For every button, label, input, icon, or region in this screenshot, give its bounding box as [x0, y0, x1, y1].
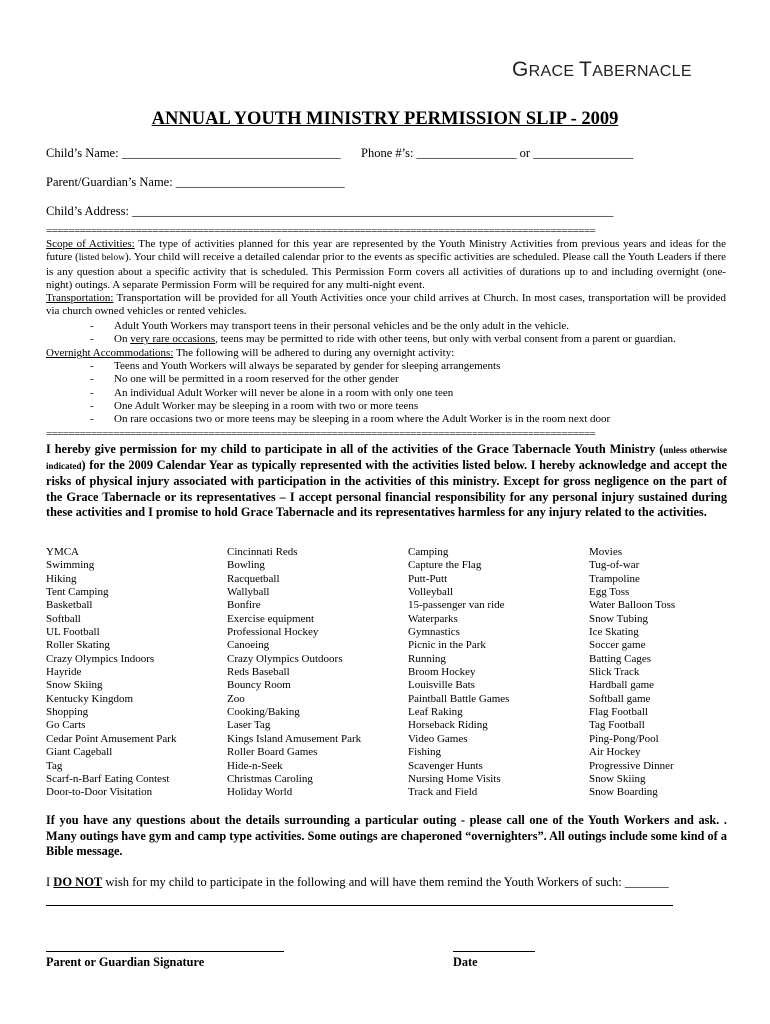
separator-top: ================================================================================================== — [46, 225, 596, 237]
activity-item: Swimming — [46, 559, 95, 572]
transport-paragraph — [46, 292, 726, 319]
child-address-field[interactable]: Child’s Address: _____________________________________________________________________________ — [46, 204, 614, 218]
activity-item: Paintball Battle Games — [408, 692, 510, 705]
activity-item: Holiday World — [227, 786, 293, 799]
activity-item: Slick Track — [589, 666, 640, 679]
activity-item: Ping-Pong/Pool — [589, 732, 659, 745]
separator-bottom: ================================================================================================== — [46, 428, 596, 440]
activity-item: Racquetball — [227, 572, 280, 585]
org-initial-1: G — [512, 58, 529, 81]
activity-item: Ice Skating — [589, 626, 639, 639]
activity-item: Trampoline — [589, 572, 640, 585]
activity-item: Roller Skating — [46, 639, 110, 652]
bullet-dash: - — [90, 413, 94, 426]
phone-field[interactable]: Phone #’s: ________________ or ________________ — [361, 146, 634, 160]
activity-item: Shopping — [46, 706, 89, 719]
activity-item: Video Games — [408, 732, 468, 745]
activity-item: Hiking — [46, 572, 77, 585]
do-not-post: wish for my child to participate in the following and will have them remind the Youth Workers of such: _______ — [102, 875, 669, 889]
activity-item: Zoo — [227, 692, 245, 705]
activity-item: Waterparks — [408, 612, 458, 625]
activity-item: Bowling — [227, 559, 265, 572]
activity-item: Soccer game — [589, 639, 646, 652]
activity-item: Running — [408, 652, 446, 665]
list-item-text: One Adult Worker may be sleeping in a room with two or more teens — [114, 400, 419, 413]
activity-item: Broom Hockey — [408, 666, 476, 679]
activities-column-2 — [227, 546, 361, 800]
activity-item: Cooking/Baking — [227, 706, 300, 719]
bullet-dash: - — [90, 320, 94, 332]
do-not-emphasis: DO NOT — [53, 875, 103, 889]
transport-text: Transportation will be provided for all Youth Activities once your child arrives at Church. In most cases, transportation will be provided via church owned vehicles or rented vehicles. — [46, 292, 726, 318]
activities-column-4 — [589, 546, 675, 800]
activity-item: Cedar Point Amusement Park — [46, 732, 177, 745]
activity-item: Horseback Riding — [408, 719, 488, 732]
activity-item: Door-to-Door Visitation — [46, 786, 153, 799]
activity-item: Tent Camping — [46, 586, 109, 599]
activity-item: Kings Island Amusement Park — [227, 732, 362, 745]
activity-item: Louisville Bats — [408, 679, 475, 692]
activity-item: Bonfire — [227, 599, 261, 612]
date-label: Date — [453, 955, 478, 969]
activity-item: Exercise equipment — [227, 612, 315, 625]
scope-text-2: ). Your child will receive a detailed calendar prior to the events as specific activities are scheduled. Please call the Youth Leaders if there is any question about a specific activity that is scheduled. This Permission Form covers all activities of durations up to and including overnight (one-night) outings. A separate Permission Form will be required for any multi-night event. — [46, 251, 726, 292]
org-rest-2: ABERNACLE — [592, 63, 692, 80]
list-item-text — [114, 333, 676, 346]
date-line[interactable] — [453, 951, 535, 952]
list-item-text: No one will be permitted in a room reserved for the other gender — [114, 373, 399, 386]
activity-item: Scavenger Hunts — [408, 759, 483, 772]
scope-text-1: The type of activities planned for this year are represented by the Youth Ministry Activities from previous years and ideas for the future ( — [46, 238, 726, 264]
do-not-field[interactable] — [46, 875, 669, 890]
bullet-dash: - — [90, 360, 94, 372]
bullet-dash: - — [90, 400, 94, 413]
activity-item: Scarf-n-Barf Eating Contest — [46, 772, 170, 785]
bullet-dash: - — [90, 333, 94, 346]
signature-label: Parent or Guardian Signature — [46, 955, 205, 969]
overnight-heading: Overnight Accommodations: — [46, 347, 174, 359]
bullet-dash: - — [90, 373, 94, 386]
activity-item: Giant Cageball — [46, 746, 113, 759]
transport-list — [46, 320, 726, 348]
activity-item: Christmas Caroling — [227, 772, 313, 785]
activity-item: Bouncy Room — [227, 679, 291, 692]
child-name-field[interactable]: Child’s Name: ___________________________________ — [46, 146, 341, 160]
activity-item: Batting Cages — [589, 652, 652, 665]
activity-item: Tug-of-war — [589, 559, 640, 572]
activities-column-3 — [408, 546, 509, 800]
permission-text-2: ) for the 2009 Calendar Year as typically represented with the activities listed below. I hereby acknowledge and accept the risks of physical injury associated with participation in the activities of this ministry. Except for gross negligence on the part of the Grace Tabernacle or its representatives – I accept personal financial responsibility for any personal injury sustained during these activities and I promise to hold Grace Tabernacle and its representatives harmless for any injury related to the activities. — [46, 458, 727, 519]
activity-item: Gymnastics — [408, 626, 460, 639]
list-item-text-underlined: very rare occasions — [130, 333, 216, 346]
activity-item: Track and Field — [408, 786, 478, 799]
activity-item: Softball — [46, 612, 81, 625]
activity-item: Snow Skiing — [589, 772, 646, 785]
activity-item: Professional Hockey — [227, 626, 319, 639]
activity-item: Tag — [46, 759, 63, 772]
overnight-paragraph — [46, 347, 454, 359]
activity-item: Laser Tag — [227, 719, 271, 732]
list-item-text: Teens and Youth Workers will always be separated by gender for sleeping arrangements — [114, 360, 501, 372]
org-rest-1: RACE — [528, 63, 580, 80]
transport-heading: Transportation: — [46, 292, 114, 304]
activity-item: Air Hockey — [589, 746, 641, 759]
activity-item: Snow Tubing — [589, 612, 649, 625]
org-initial-2: T — [579, 58, 593, 81]
activity-item: Water Balloon Toss — [589, 599, 676, 612]
activity-item: Crazy Olympics Outdoors — [227, 652, 343, 665]
activity-item: Progressive Dinner — [589, 759, 674, 772]
scope-paragraph — [46, 238, 726, 292]
activity-item: Fishing — [408, 746, 442, 759]
activity-item: Movies — [589, 546, 622, 558]
scope-heading: Scope of Activities: — [46, 238, 135, 250]
guardian-name-field[interactable]: Parent/Guardian’s Name: ___________________________ — [46, 175, 345, 189]
activity-item: Tag Football — [589, 719, 645, 732]
activity-item: Volleyball — [408, 586, 454, 599]
signature-line[interactable] — [46, 951, 284, 952]
activity-item: Crazy Olympics Indoors — [46, 652, 155, 665]
permission-text-1: I hereby give permission for my child to participate in all of the activities of the Grace Tabernacle Youth Ministry ( — [46, 442, 664, 456]
activity-item: Hardball game — [589, 679, 655, 692]
activity-item: Nursing Home Visits — [408, 772, 501, 785]
activity-item: Roller Board Games — [227, 746, 318, 759]
bullet-dash: - — [90, 386, 94, 399]
do-not-extra-line[interactable] — [46, 905, 673, 906]
activity-item: Canoeing — [227, 639, 270, 652]
activity-item: Camping — [408, 546, 449, 558]
activity-item: Picnic in the Park — [408, 639, 486, 652]
list-item-text: Adult Youth Workers may transport teens in their personal vehicles and be the only adult in the vehicle. — [114, 320, 570, 332]
page-title: ANNUAL YOUTH MINISTRY PERMISSION SLIP - 2009 — [151, 109, 619, 129]
activities-column-1 — [46, 546, 176, 800]
organization-name — [512, 58, 692, 82]
activity-item: Putt-Putt — [408, 572, 448, 585]
overnight-list — [46, 360, 726, 430]
activity-item: 15-passenger van ride — [408, 599, 505, 612]
activity-item: Basketball — [46, 599, 93, 612]
activity-item: Snow Boarding — [589, 786, 658, 799]
list-item-text-pre: On — [114, 333, 131, 346]
activity-item: Leaf Raking — [408, 706, 463, 719]
activity-item: Egg Toss — [589, 586, 630, 599]
questions-paragraph: If you have any questions about the details surrounding a particular outing - please call one of the Youth Workers and ask. . Many outings have gym and camp type activities. Some outings are chaperoned “overnighters”. All outings include some kind of a Bible message. — [46, 813, 727, 859]
scope-small: listed below — [78, 253, 125, 264]
activity-item: Hide-n-Seek — [227, 759, 283, 772]
activity-item: Cincinnati Reds — [227, 546, 298, 558]
activity-item: Go Carts — [46, 719, 86, 732]
activity-item: Capture the Flag — [408, 559, 482, 572]
activity-item: Snow Skiing — [46, 679, 103, 692]
permission-small: unless otherwise indicated — [46, 445, 727, 472]
overnight-text: The following will be adhered to during any overnight activity: — [173, 347, 455, 359]
activity-item: Kentucky Kingdom — [46, 692, 134, 705]
activity-item: Hayride — [46, 666, 82, 679]
activity-item: UL Football — [46, 626, 100, 639]
activity-item: Wallyball — [227, 586, 270, 599]
activity-item: Reds Baseball — [227, 666, 290, 679]
activity-item: YMCA — [46, 546, 80, 558]
list-item-text: On rare occasions two or more teens may be sleeping in a room where the Adult Worker is in the room next door — [114, 413, 611, 426]
list-item-text-post: , teens may be permitted to ride with other teens, but only with verbal consent from a parent or guardian. — [215, 333, 676, 346]
activity-item: Softball game — [589, 692, 651, 705]
permission-paragraph — [46, 442, 727, 520]
do-not-pre: I — [46, 875, 54, 889]
activity-item: Flag Football — [589, 706, 648, 719]
list-item-text: An individual Adult Worker will never be alone in a room with only one teen — [114, 386, 454, 399]
